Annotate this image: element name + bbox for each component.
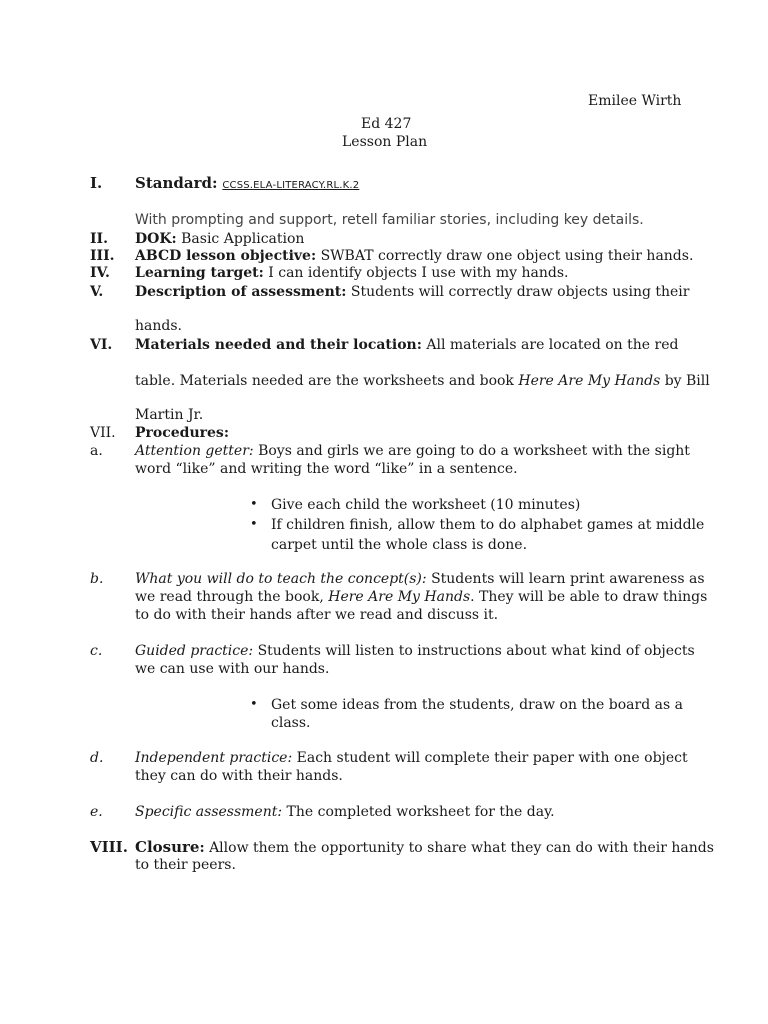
guided-practice-line — [135, 642, 695, 660]
materials-line — [135, 336, 678, 354]
teach-concept-part: . They will be able to draw things — [470, 589, 708, 605]
closure-text: Allow them the opportunity to share what they can do with their hands — [204, 840, 714, 856]
independent-practice-label: Independent practice: — [135, 750, 293, 766]
assessment-label: Description of assessment — [135, 284, 342, 300]
colon: : — [199, 840, 205, 856]
materials-text: All materials are located on the red — [421, 337, 679, 353]
section-number: III. — [90, 248, 115, 264]
bullet-text: Get some ideas from the students, draw on the board as a — [271, 697, 683, 713]
procedure-letter: e. — [90, 804, 103, 820]
dok-text: Basic Application — [176, 231, 305, 247]
bullet-icon: • — [250, 517, 258, 532]
independent-practice-text-cont: they can do with their hands. — [135, 768, 343, 784]
bullet-text-cont: class. — [271, 715, 311, 731]
standard-line — [135, 174, 359, 195]
target-text: I can identify objects I use with my hands. — [263, 265, 569, 281]
course-code: Ed 427 — [361, 116, 412, 132]
independent-practice-line — [135, 749, 688, 767]
colon: : — [310, 248, 317, 264]
materials-label: Materials needed and their location — [135, 337, 417, 353]
teach-concept-part: we read through the book, — [135, 589, 329, 605]
section-number: I. — [90, 174, 103, 192]
section-number: V. — [90, 284, 104, 300]
objective-text: SWBAT correctly draw one object using their hands. — [316, 248, 694, 264]
guided-practice-text-cont: we can use with our hands. — [135, 661, 330, 677]
attention-getter-text: Boys and girls we are going to do a worksheet with the sight — [253, 443, 690, 459]
specific-assessment-line — [135, 803, 555, 821]
standard-link[interactable]: CCSS.ELA-LITERACY.RL.K.2 — [222, 180, 360, 191]
teach-concept-label: What you will do to teach the concept(s): — [135, 571, 427, 587]
colon: : — [223, 425, 229, 441]
attention-getter-line — [135, 442, 690, 460]
bullet-text-cont: carpet until the whole class is done. — [271, 537, 528, 553]
guided-practice-text: Students will listen to instructions about what kind of objects — [253, 643, 695, 659]
bullet-icon: • — [250, 497, 258, 512]
procedure-letter: d. — [90, 750, 104, 766]
procedures-line — [135, 424, 229, 442]
independent-practice-text: Each student will complete their paper with one object — [292, 750, 688, 766]
procedures-label: Procedures — [135, 425, 224, 441]
book-title: Here Are My Hands — [518, 373, 661, 389]
specific-assessment-label: Specific assessment: — [135, 804, 283, 820]
materials-text-part: by Bill — [660, 373, 710, 389]
teach-concept-line — [135, 570, 705, 588]
section-number: VI. — [90, 337, 113, 353]
colon: : — [171, 231, 177, 247]
procedure-letter: b. — [90, 571, 104, 587]
section-number: VIII. — [90, 838, 128, 856]
materials-text-cont — [135, 372, 710, 390]
closure-line — [135, 838, 714, 857]
target-label: Learning target — [135, 265, 259, 281]
teach-concept-text-cont — [135, 588, 707, 606]
book-title: Here Are My Hands — [328, 589, 471, 605]
section-number: II. — [90, 231, 108, 247]
document-title: Lesson Plan — [342, 134, 428, 150]
attention-getter-text-cont: word “like” and writing the word “like” in a sentence. — [135, 461, 518, 477]
closure-text-cont: to their peers. — [135, 857, 236, 873]
teach-concept-text-end: to do with their hands after we read and discuss it. — [135, 607, 499, 623]
section-number: VII. — [90, 425, 116, 441]
objective-label: ABCD lesson objective — [135, 248, 311, 264]
bullet-icon: • — [250, 697, 258, 712]
specific-assessment-text: The completed worksheet for the day. — [282, 804, 555, 820]
teach-concept-text: Students will learn print awareness as — [426, 571, 705, 587]
author-name: Emilee Wirth — [588, 93, 682, 109]
materials-text-part: table. Materials needed are the worksheets and book — [135, 373, 519, 389]
objective-line — [135, 247, 693, 265]
standard-text: With prompting and support, retell familiar stories, including key details. — [135, 212, 644, 228]
assessment-text-cont: hands. — [135, 318, 182, 334]
guided-practice-label: Guided practice: — [135, 643, 254, 659]
section-number: IV. — [90, 265, 110, 281]
attention-getter-label: Attention getter: — [135, 443, 254, 459]
target-line — [135, 264, 568, 282]
materials-text-end: Martin Jr. — [135, 407, 204, 423]
bullet-text: If children finish, allow them to do alphabet games at middle — [271, 517, 705, 533]
bullet-text: Give each child the worksheet (10 minutes) — [271, 497, 581, 513]
colon: : — [258, 265, 264, 281]
colon: : — [212, 174, 218, 192]
procedure-letter: a. — [90, 443, 103, 459]
assessment-line — [135, 283, 689, 301]
colon: : — [416, 337, 422, 353]
procedure-letter: c. — [90, 643, 103, 659]
closure-label: Closure — [135, 838, 200, 856]
colon: : — [341, 284, 347, 300]
standard-label: Standard — [135, 174, 212, 192]
dok-line — [135, 230, 304, 248]
assessment-text: Students will correctly draw objects using their — [346, 284, 690, 300]
dok-label: DOK — [135, 231, 172, 247]
